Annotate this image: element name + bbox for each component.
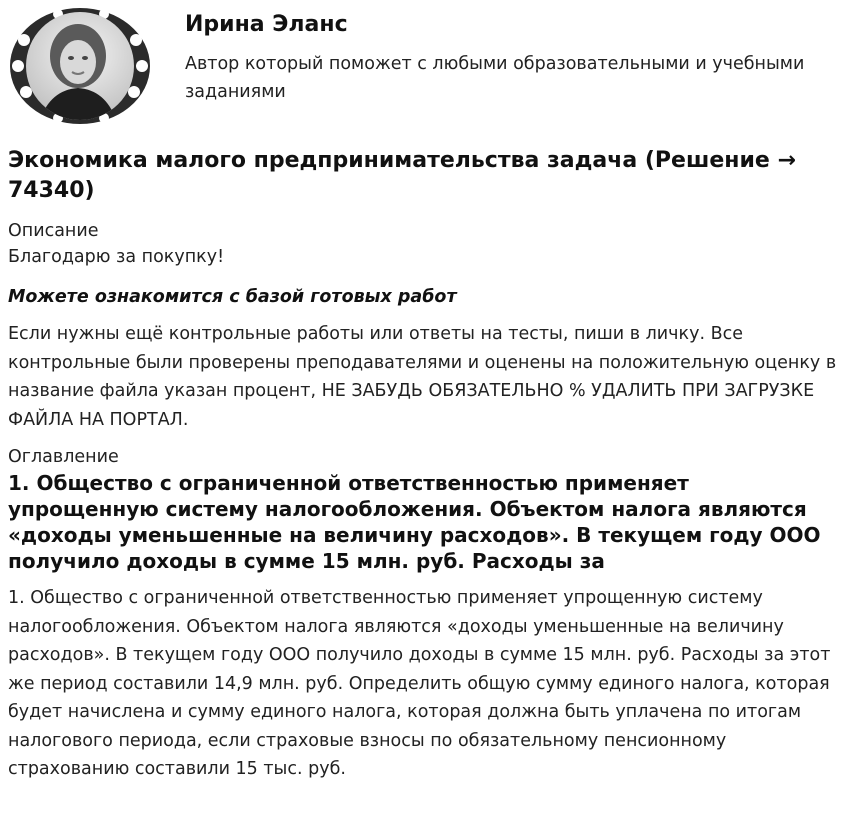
description-label: Описание [8, 221, 99, 241]
author-card [0, 0, 847, 130]
task-text: 1. Общество с ограниченной ответственностью применяет упрощенную систему налогообложения. Объектом налога являются «доходы уменьшенные на величину расходов». В текущем году ООО получило доходы в сумме 15 млн. руб. Расходы за этот же период составили 14,9 млн. руб. Определить общую сумму единого налога, которая будет начислена и сумму единого налога, которая должна быть уплачена по итогам налогового периода, если страховые взносы по обязательному пенсионному страхованию составили 15 тыс. руб. [8, 588, 831, 779]
thanks-text: Благодарю за покупку! [8, 247, 225, 267]
author-bio: Автор который поможет с любыми образовательными и учебными заданиями [185, 54, 805, 102]
page-title: Экономика малого предпринимательства задача (Решение → 74340) [8, 148, 796, 203]
toc-label: Оглавление [8, 447, 119, 467]
ready-works-link[interactable]: Можете ознакомится с базой готовых работ [8, 287, 457, 307]
author-name[interactable]: Ирина Эланс [185, 12, 348, 37]
toc-item[interactable]: 1. Общество с ограниченной ответственностью применяет упрощенную систему налогообложения. Объектом налога являются «доходы уменьшенные на величину расходов». В текущем году ООО получило доходы в сумме 15 млн. руб. Расходы за [8, 471, 821, 573]
info-paragraph: Если нужны ещё контрольные работы или ответы на тесты, пиши в личку. Все контрольные были проверены преподавателями и оценены на положительную оценку в название файла указан процент, НЕ ЗАБУДЬ ОБЯЗАТЕЛЬНО % УДАЛИТЬ ПРИ ЗАГРУЗКЕ ФАЙЛА НА ПОРТАЛ. [8, 324, 837, 430]
author-avatar[interactable] [8, 6, 154, 126]
avatar-image [8, 6, 154, 126]
work-content [8, 146, 840, 784]
